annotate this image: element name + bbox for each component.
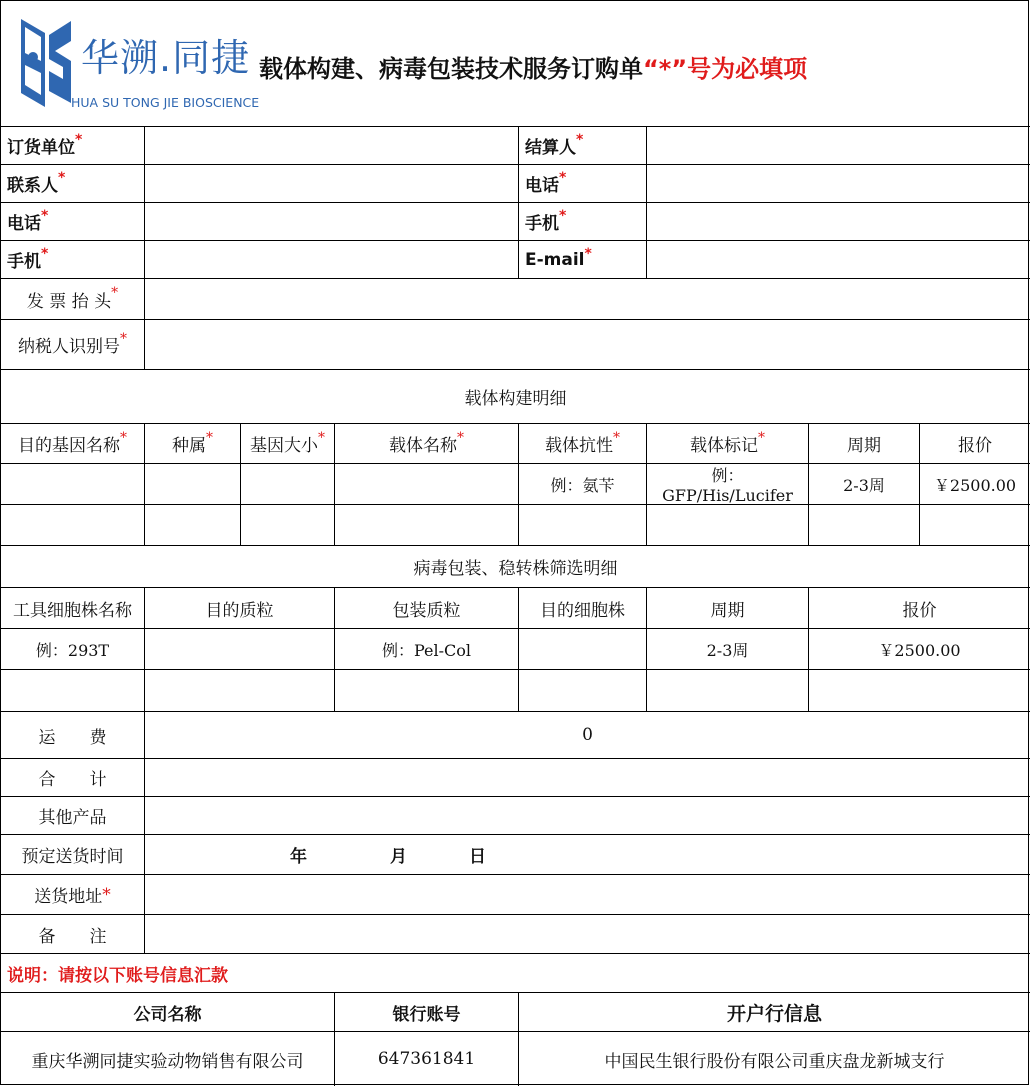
address-field[interactable] [145,875,1030,914]
virus-target-plasmid-input[interactable] [145,629,334,669]
vector-col-resistance: 载体抗性 * [545,429,620,456]
virus-row2-packaging-plasmid-input[interactable] [335,670,518,711]
settler-mobile-field[interactable] [647,203,1030,240]
vector-row2-cycle-input[interactable] [809,505,919,545]
vector-col-price: 报价 [958,436,992,456]
virus-price-value: ￥2500.00 [878,640,961,660]
virus-row2-target-plasmid-input[interactable] [145,670,334,711]
contact-mobile-field[interactable] [145,241,518,278]
virus-target-cell-input[interactable] [519,629,646,669]
contact-field[interactable] [145,165,518,202]
virus-col-target-plasmid: 目的质粒 [205,600,274,621]
vector-price-value: ￥2500.00 [933,475,1017,495]
vector-name-input[interactable] [335,464,518,504]
vector-row2-resistance-input[interactable] [519,505,646,545]
contact-phone-label: 电话 * [7,207,49,234]
payment-col-company: 公司名称 [133,1004,202,1025]
virus-row2-target-cell-input[interactable] [519,670,646,711]
settler-phone-label: 电话 * [525,169,567,196]
payment-bank-info: 中国民生银行股份有限公司重庆盘龙新城支行 [604,1051,945,1072]
virus-cycle-value: 2-3周 [706,640,749,660]
virus-row2-cycle-input[interactable] [647,670,808,711]
vector-row2-gene-name-input[interactable] [1,505,144,545]
tax-id-label: 纳税人识别号 * [18,330,127,357]
virus-section-title: 病毒包装、稳转株筛选明细 [413,559,618,579]
vector-col-cycle: 周期 [847,436,881,456]
vector-marker-example[interactable]: 例： GFP/His/Lucifer [662,466,793,504]
delivery-year-label: 年 [290,847,307,867]
vector-section-title: 载体构建明细 [464,389,567,409]
delivery-time-field[interactable] [145,835,1030,874]
vector-col-marker: 载体标记 * [690,429,765,456]
address-label: 送货地址 * [34,884,111,907]
virus-col-tool-cell: 工具细胞株名称 [13,600,132,621]
title-required-note: “*”号为必填项 [643,55,808,83]
total-field[interactable] [145,759,1030,796]
remark-field[interactable] [145,915,1030,953]
vector-row2-name-input[interactable] [335,505,518,545]
invoice-title-field[interactable] [145,279,1030,319]
vector-resistance-example[interactable]: 例：氨苄 [550,475,615,495]
contact-phone-field[interactable] [145,203,518,240]
virus-col-price: 报价 [902,600,937,621]
vector-col-gene-name: 目的基因名称 * [18,429,127,456]
vector-row2-marker-input[interactable] [647,505,808,545]
vector-gene-size-input[interactable] [241,464,334,504]
title-main: 载体构建、病毒包装技术服务订购单 [259,55,643,83]
settler-label: 结算人 * [525,131,584,158]
settler-phone-field[interactable] [647,165,1030,202]
payment-account-number: 647361841 [377,1049,476,1069]
contact-label: 联系人 * [7,169,66,196]
invoice-title-label: 发 票 抬 头 * [26,285,119,312]
virus-packaging-plasmid-example[interactable]: 例：Pel-Col [381,640,472,660]
payment-col-bank: 开户行信息 [726,1002,822,1025]
virus-row2-tool-cell-input[interactable] [1,670,144,711]
order-unit-label: 订货单位 * [7,131,83,158]
vector-col-species: 种属 * [172,429,213,456]
vector-col-vector-name: 载体名称 * [389,429,464,456]
company-logo-icon [15,15,73,109]
vector-col-gene-size: 基因大小 * [250,429,325,456]
settler-mobile-label: 手机 * [525,207,567,234]
email-field[interactable] [647,241,1030,278]
vector-row2-price-input[interactable] [920,505,1030,545]
order-unit-field[interactable] [145,127,518,164]
virus-col-cycle: 周期 [710,600,745,621]
settler-field[interactable] [647,127,1030,164]
logo-chinese-name: 华溯.同捷 [81,36,251,80]
page-title [259,49,807,84]
shipping-label: 运 费 [38,727,107,748]
vector-row2-gene-size-input[interactable] [241,505,334,545]
email-label: E-mail * [525,245,592,270]
virus-col-target-cell: 目的细胞株 [540,600,625,621]
shipping-value[interactable]: 0 [582,725,593,745]
payment-notice: 说明：请按以下账号信息汇款 [7,965,228,986]
delivery-time-label: 预定送货时间 [21,847,124,867]
vector-gene-name-input[interactable] [1,464,144,504]
logo-english-name: HUA SU TONG JIE BIOSCIENCE [71,95,260,110]
payment-company-name: 重庆华溯同捷实验动物销售有限公司 [31,1051,304,1072]
delivery-day-label: 日 [469,847,486,867]
other-products-label: 其他产品 [38,808,107,828]
remark-label: 备 注 [38,926,107,947]
tax-id-field[interactable] [145,320,1030,369]
virus-row2-price-input[interactable] [809,670,1030,711]
contact-mobile-label: 手机 * [7,245,49,272]
vector-cycle-value: 2-3周 [843,475,885,495]
payment-col-account: 银行账号 [392,1004,461,1025]
vector-species-input[interactable] [145,464,240,504]
delivery-month-label: 月 [390,847,407,867]
vector-row2-species-input[interactable] [145,505,240,545]
other-products-field[interactable] [145,797,1030,834]
form-header [1,1,1030,126]
total-label: 合 计 [38,770,107,790]
virus-col-packaging-plasmid: 包装质粒 [392,600,461,621]
virus-tool-cell-example[interactable]: 例：293T [35,640,110,660]
